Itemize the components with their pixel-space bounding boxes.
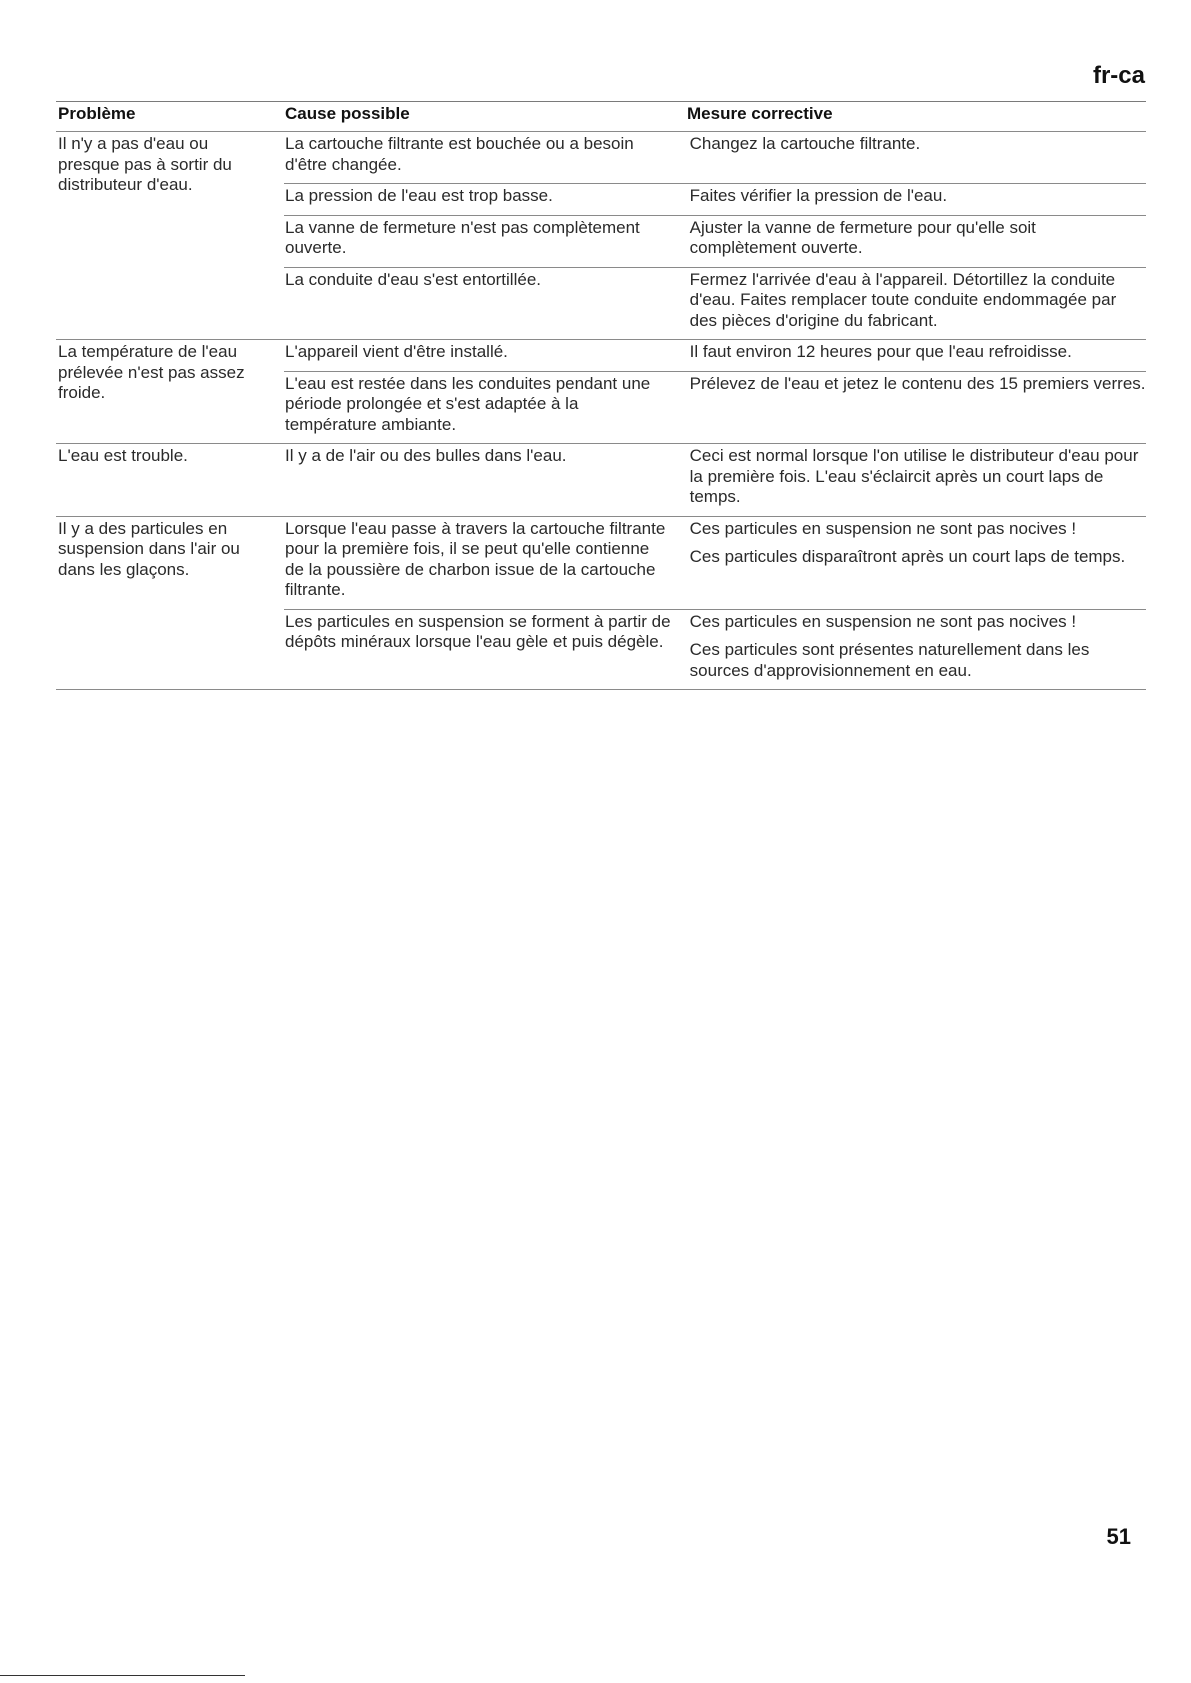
language-tag: fr-ca bbox=[1092, 62, 1145, 89]
cause-fix-row bbox=[284, 517, 1146, 609]
cause-cell: La cartouche filtrante est bouchée ou a besoin d'être changée. bbox=[285, 134, 634, 174]
cause-fix-row bbox=[284, 371, 1146, 444]
fix-cell: Faites vérifier la pression de l'eau. bbox=[689, 186, 948, 205]
table-header bbox=[56, 103, 1146, 132]
cause-cell: La pression de l'eau est trop basse. bbox=[285, 186, 553, 205]
table-row bbox=[56, 444, 1146, 517]
fix-cell: Fermez l'arrivée d'eau à l'appareil. Détortillez la conduite d'eau. Faites remplacer toute conduite endommagée par des pièces d'origine du fabricant. bbox=[689, 269, 1117, 330]
troubleshooting-table bbox=[56, 103, 1146, 690]
cause-fix-row bbox=[284, 609, 1146, 690]
cause-cell: La conduite d'eau s'est entortillée. bbox=[285, 269, 541, 289]
cause-cell: Lorsque l'eau passe à travers la cartouche filtrante pour la première fois, il se peut qu'elle contienne de la poussière de charbon issue de la cartouche filtrante. bbox=[285, 518, 666, 599]
cause-cell: La vanne de fermeture n'est pas complètement ouverte. bbox=[285, 217, 640, 257]
fix-cell: Il faut environ 12 heures pour que l'eau refroidisse. bbox=[689, 342, 1072, 361]
footer-rule bbox=[0, 1675, 245, 1676]
cause-cell: Il y a de l'air ou des bulles dans l'eau. bbox=[285, 446, 567, 465]
fix-cell: Ces particules en suspension ne sont pas nocives ! Ces particules disparaîtront après un court laps de temps. bbox=[689, 518, 1126, 566]
cause-fix-row bbox=[284, 183, 1146, 215]
problem-cell: La température de l'eau prélevée n'est pas assez froide. bbox=[58, 342, 245, 402]
cause-cell: L'eau est restée dans les conduites pendant une période prolongée et s'est adaptée à la température ambiante. bbox=[285, 373, 651, 434]
header-problem: Problème bbox=[58, 104, 136, 123]
top-rule bbox=[56, 101, 1146, 102]
fix-cell: Ces particules en suspension ne sont pas nocives ! Ces particules sont présentes naturellement dans les sources d'approvisionnement en eau. bbox=[689, 611, 1090, 680]
header-fix: Mesure corrective bbox=[687, 104, 833, 123]
cause-cell: Les particules en suspension se forment à partir de dépôts minéraux lorsque l'eau gèle et puis dégèle. bbox=[285, 611, 671, 651]
problem-cell: L'eau est trouble. bbox=[58, 446, 188, 465]
problem-cell: Il n'y a pas d'eau ou presque pas à sortir du distributeur d'eau. bbox=[58, 134, 232, 194]
cause-fix-row bbox=[284, 267, 1146, 340]
page-number: 51 bbox=[1106, 1524, 1131, 1549]
table-row bbox=[56, 132, 1146, 340]
cause-cell: L'appareil vient d'être installé. bbox=[285, 342, 508, 361]
fix-cell: Prélevez de l'eau et jetez le contenu des 15 premiers verres. bbox=[689, 373, 1146, 393]
cause-fix-row bbox=[284, 132, 1146, 183]
table-row bbox=[56, 517, 1146, 691]
fix-cell: Ajuster la vanne de fermeture pour qu'elle soit complètement ouverte. bbox=[689, 217, 1036, 257]
fix-cell: Ceci est normal lorsque l'on utilise le distributeur d'eau pour la première fois. L'eau s'éclaircit après un court laps de temps. bbox=[689, 446, 1139, 506]
problem-cell: Il y a des particules en suspension dans l'air ou dans les glaçons. bbox=[58, 518, 240, 579]
fix-cell: Changez la cartouche filtrante. bbox=[689, 134, 921, 153]
header-cause: Cause possible bbox=[285, 104, 410, 123]
cause-fix-row bbox=[284, 215, 1146, 267]
cause-fix-row bbox=[284, 340, 1146, 371]
table-row bbox=[56, 340, 1146, 444]
cause-fix-row bbox=[284, 444, 1146, 516]
